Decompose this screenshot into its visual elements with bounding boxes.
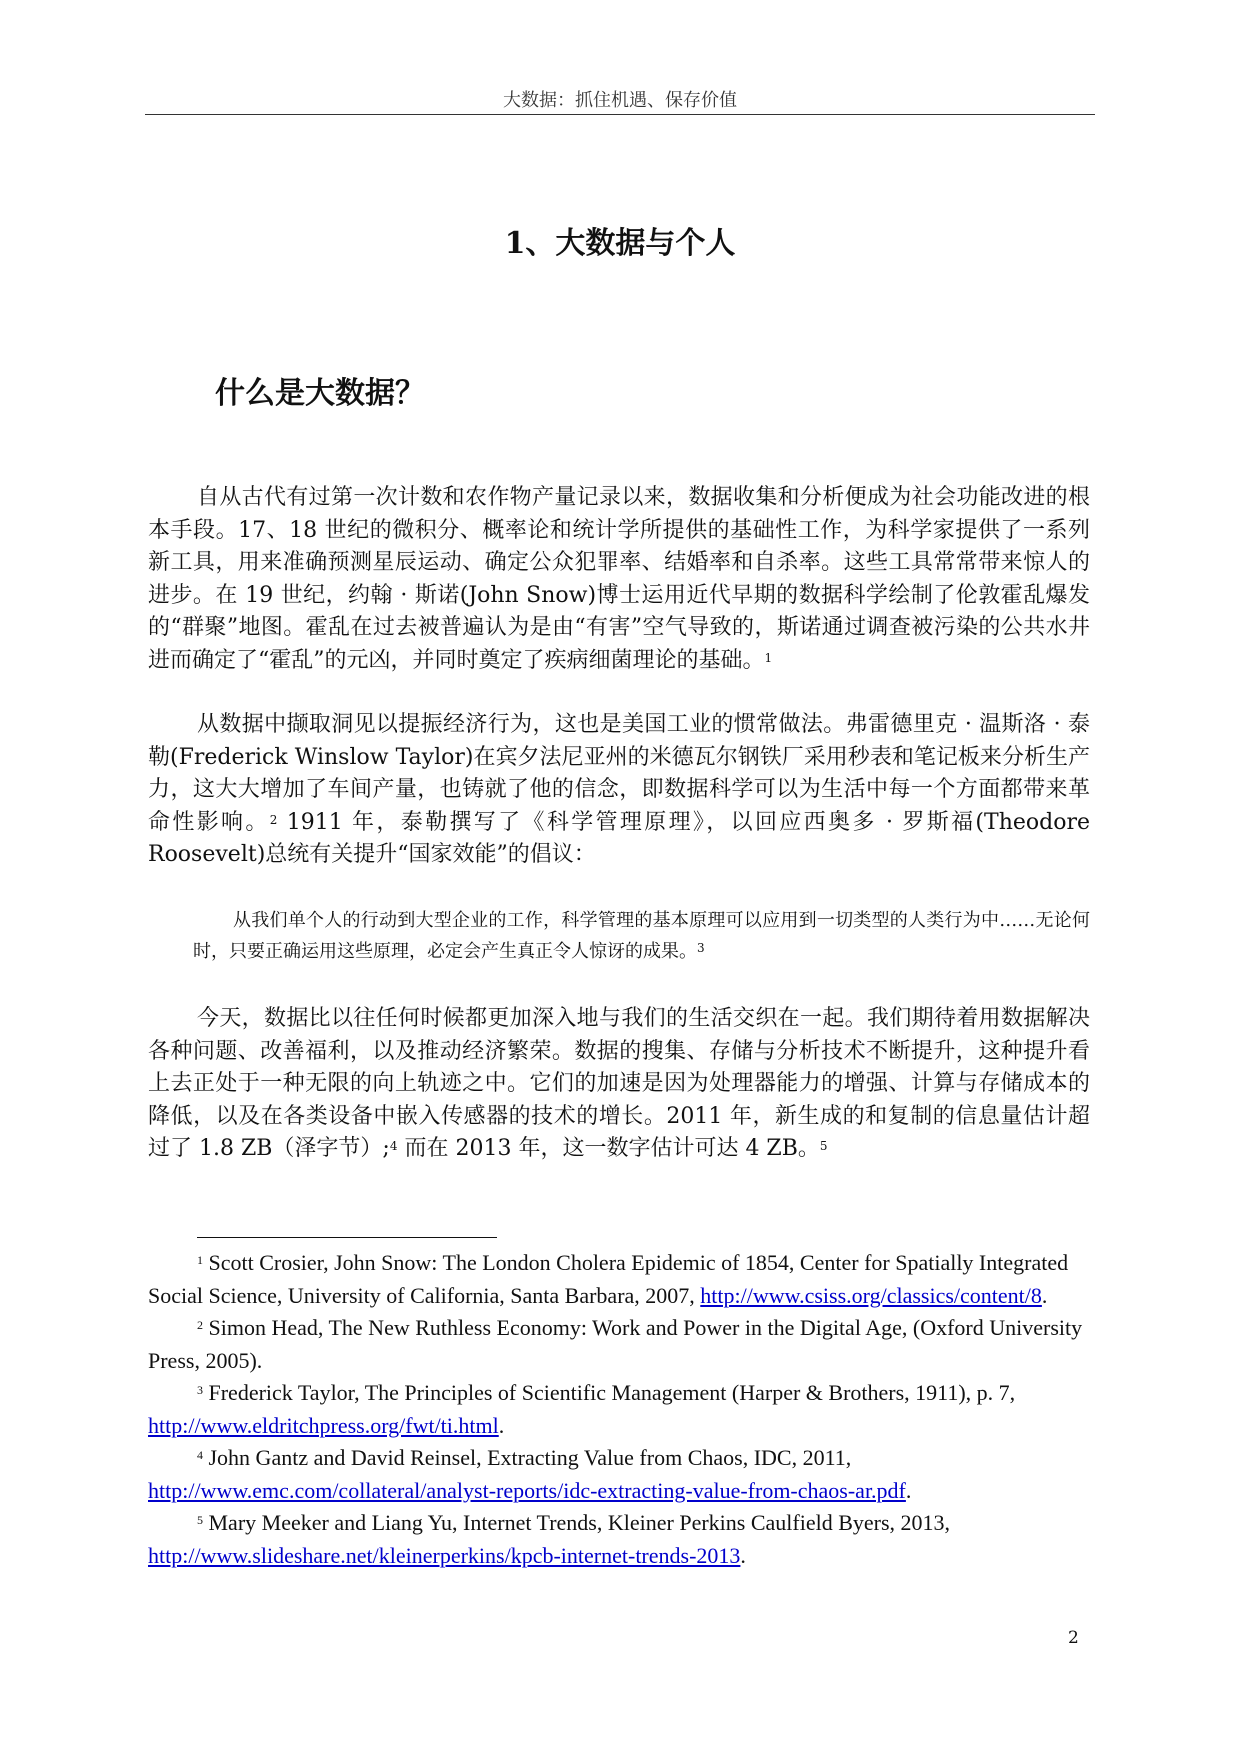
footnote-number: 2	[197, 1318, 203, 1332]
footnote-4	[148, 1442, 1090, 1507]
footnote-end: .	[740, 1542, 746, 1568]
footnote-2	[148, 1312, 1090, 1377]
paragraph-2	[148, 709, 1090, 872]
footnote-separator	[197, 1237, 497, 1238]
paragraph-1	[148, 482, 1090, 677]
footnote-end: .	[1041, 1282, 1048, 1308]
paragraph-2-tail: 1911 年，泰勒撰写了《科学管理原理》，以回应西奥多 · 罗斯福(Theodore Roosevelt)总统有关提升“国家效能”的倡议：	[148, 809, 1090, 867]
footnote-number: 1	[197, 1253, 203, 1267]
paragraph-3-text-a: 今天，数据比以往任何时候都更加深入地与我们的生活交织在一起。我们期待着用数据解决各种问题、改善福利，以及推动经济繁荣。数据的搜集、存储与分析技术不断提升，这种提升看上去正处于一种无限的向上轨迹之中。它们的加速是因为处理器能力的增强、计算与存储成本的降低，以及在各类设备中嵌入传感器的技术的增长。2011 年，新生成的和复制的信息量估计超过了 1.8 ZB（泽字节）;	[148, 1006, 1090, 1161]
footnote-text: John Gantz and David Reinsel, Extracting Value from Chaos, IDC, 2011,	[208, 1445, 852, 1470]
footnote-link[interactable]: http://www.emc.com/collateral/analyst-reports/idc-extracting-value-from-chaos-ar.pdf	[148, 1477, 906, 1503]
footnote-ref-3[interactable]: 3	[697, 941, 705, 955]
paragraph-3-text-b: 而在 2013 年，这一数字估计可达 4 ZB。	[397, 1136, 820, 1161]
paragraph-1-text: 自从古代有过第一次计数和农作物产量记录以来，数据收集和分析便成为社会功能改进的根本手段。17、18 世纪的微积分、概率论和统计学所提供的基础性工作，为科学家提供了一系列新工具，用来准确预测星辰运动、确定公众犯罪率、结婚率和自杀率。这些工具常常带来惊人的进步。在 19 世纪，约翰 · 斯诺(John Snow)博士运用近代早期的数据科学绘制了伦敦霍乱爆发的“群聚”地图。霍乱在过去被普遍认为是由“有害”空气导致的，斯诺通过调查被污染的公共水井进而确定了“霍乱”的元凶，并同时奠定了疾病细菌理论的基础。	[148, 485, 1090, 673]
footnotes	[148, 1247, 1090, 1572]
footnote-end: .	[905, 1477, 912, 1503]
footnote-number: 4	[197, 1448, 203, 1462]
footnote-ref-5[interactable]: 5	[819, 1139, 828, 1153]
footnote-text: Frederick Taylor, The Principles of Scientific Management (Harper & Brothers, 1911), p. 7,	[208, 1380, 1016, 1405]
footnote-5	[148, 1507, 1090, 1572]
footnote-link[interactable]: http://www.csiss.org/classics/content/8	[700, 1282, 1042, 1308]
footnote-number: 3	[197, 1383, 203, 1397]
page-number: 2	[1068, 1628, 1079, 1648]
chapter-title: 1、大数据与个人	[504, 226, 736, 261]
quote-text: 从我们单个人的行动到大型企业的工作，科学管理的基本原理可以应用到一切类型的人类行为中……无论何时，只要正确运用这些原理，必定会产生真正令人惊讶的成果。	[193, 910, 1090, 962]
header-rule	[145, 114, 1095, 115]
footnote-ref-2[interactable]: 2	[269, 812, 278, 827]
running-header: 大数据：抓住机遇、保存价值	[503, 90, 737, 111]
footnote-link[interactable]: http://www.eldritchpress.org/fwt/ti.html	[148, 1412, 499, 1438]
paragraph-2-text: 从数据中撷取洞见以提振经济行为，这也是美国工业的惯常做法。弗雷德里克 · 温斯洛 · 泰勒(Frederick Winslow Taylor)在宾夕法尼亚州的米德瓦尔钢铁厂采用秒表和笔记板来分析生产力，这大大增加了车间产量，也铸就了他的信念，即数据科学可以为生活中每一个方面都带来革命性影响。	[148, 712, 1090, 835]
footnote-end: .	[498, 1412, 505, 1438]
footnote-link[interactable]: http://www.slideshare.net/kleinerperkins/kpcb-internet-trends-2013	[148, 1542, 741, 1568]
paragraph-3	[148, 1003, 1090, 1166]
footnote-text: Mary Meeker and Liang Yu, Internet Trends, Kleiner Perkins Caulfield Byers, 2013,	[208, 1510, 951, 1535]
footnote-number: 5	[197, 1513, 203, 1527]
footnote-3	[148, 1377, 1090, 1442]
footnote-text: Simon Head, The New Ruthless Economy: Work and Power in the Digital Age, (Oxford University Press, 2005).	[148, 1315, 1083, 1373]
footnote-ref-4[interactable]: 4	[389, 1139, 398, 1153]
footnote-1	[148, 1247, 1090, 1312]
section-title: 什么是大数据？	[215, 376, 425, 411]
footnote-ref-1[interactable]: 1	[764, 650, 773, 665]
footnote-text: Scott Crosier, John Snow: The London Cholera Epidemic of 1854, Center for Spatially Integrated Social Science, University of California, Santa Barbara, 2007,	[148, 1250, 1069, 1308]
block-quote	[193, 905, 1090, 967]
